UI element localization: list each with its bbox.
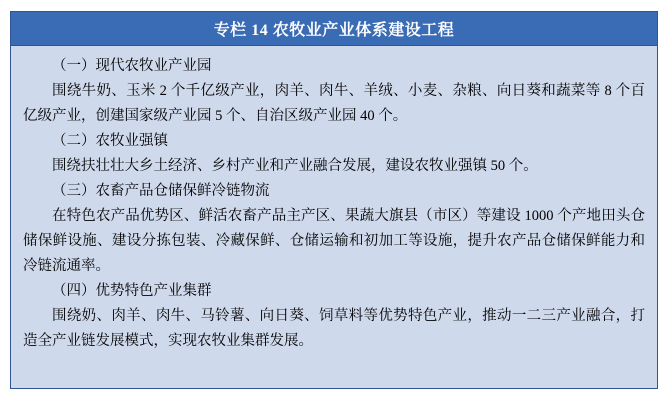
feature-box-title: 专栏 14 农牧业产业体系建设工程 [213, 22, 455, 39]
section-body-1: 围绕牛奶、玉米 2 个千亿级产业，肉羊、肉牛、羊绒、小麦、杂粮、向日葵和蔬菜等 8 个百亿级产业，创建国家级产业园 5 个、自治区级产业园 40 个。 [23, 83, 645, 124]
section-heading-2: （二）农牧业强镇 [52, 133, 168, 149]
feature-box [10, 11, 658, 389]
section-heading-3: （三）农畜产品仓储保鲜冷链物流 [52, 183, 270, 199]
section-body-3: 在特色农产品优势区、鲜活农畜产品主产区、果蔬大旗县（市区）等建设 1000 个产地田头仓储保鲜设施、建设分拣包装、冷藏保鲜、仓储运输和初加工等设施，提升农产品仓储保鲜能力和冷链流通率。 [23, 208, 645, 274]
section-heading-4: （四）优势特色产业集群 [52, 283, 212, 299]
feature-box-body [11, 46, 657, 388]
feature-box-header [11, 12, 657, 46]
section-body-2: 围绕扶壮壮大乡土经济、乡村产业和产业融合发展，建设农牧业强镇 50 个。 [52, 158, 538, 174]
section-body-4: 围绕奶、肉羊、肉牛、马铃薯、向日葵、饲草料等优势特色产业，推动一二三产业融合，打造全产业链发展模式，实现农牧业集群发展。 [23, 308, 645, 349]
section-heading-1: （一）现代农牧业产业园 [52, 58, 212, 74]
